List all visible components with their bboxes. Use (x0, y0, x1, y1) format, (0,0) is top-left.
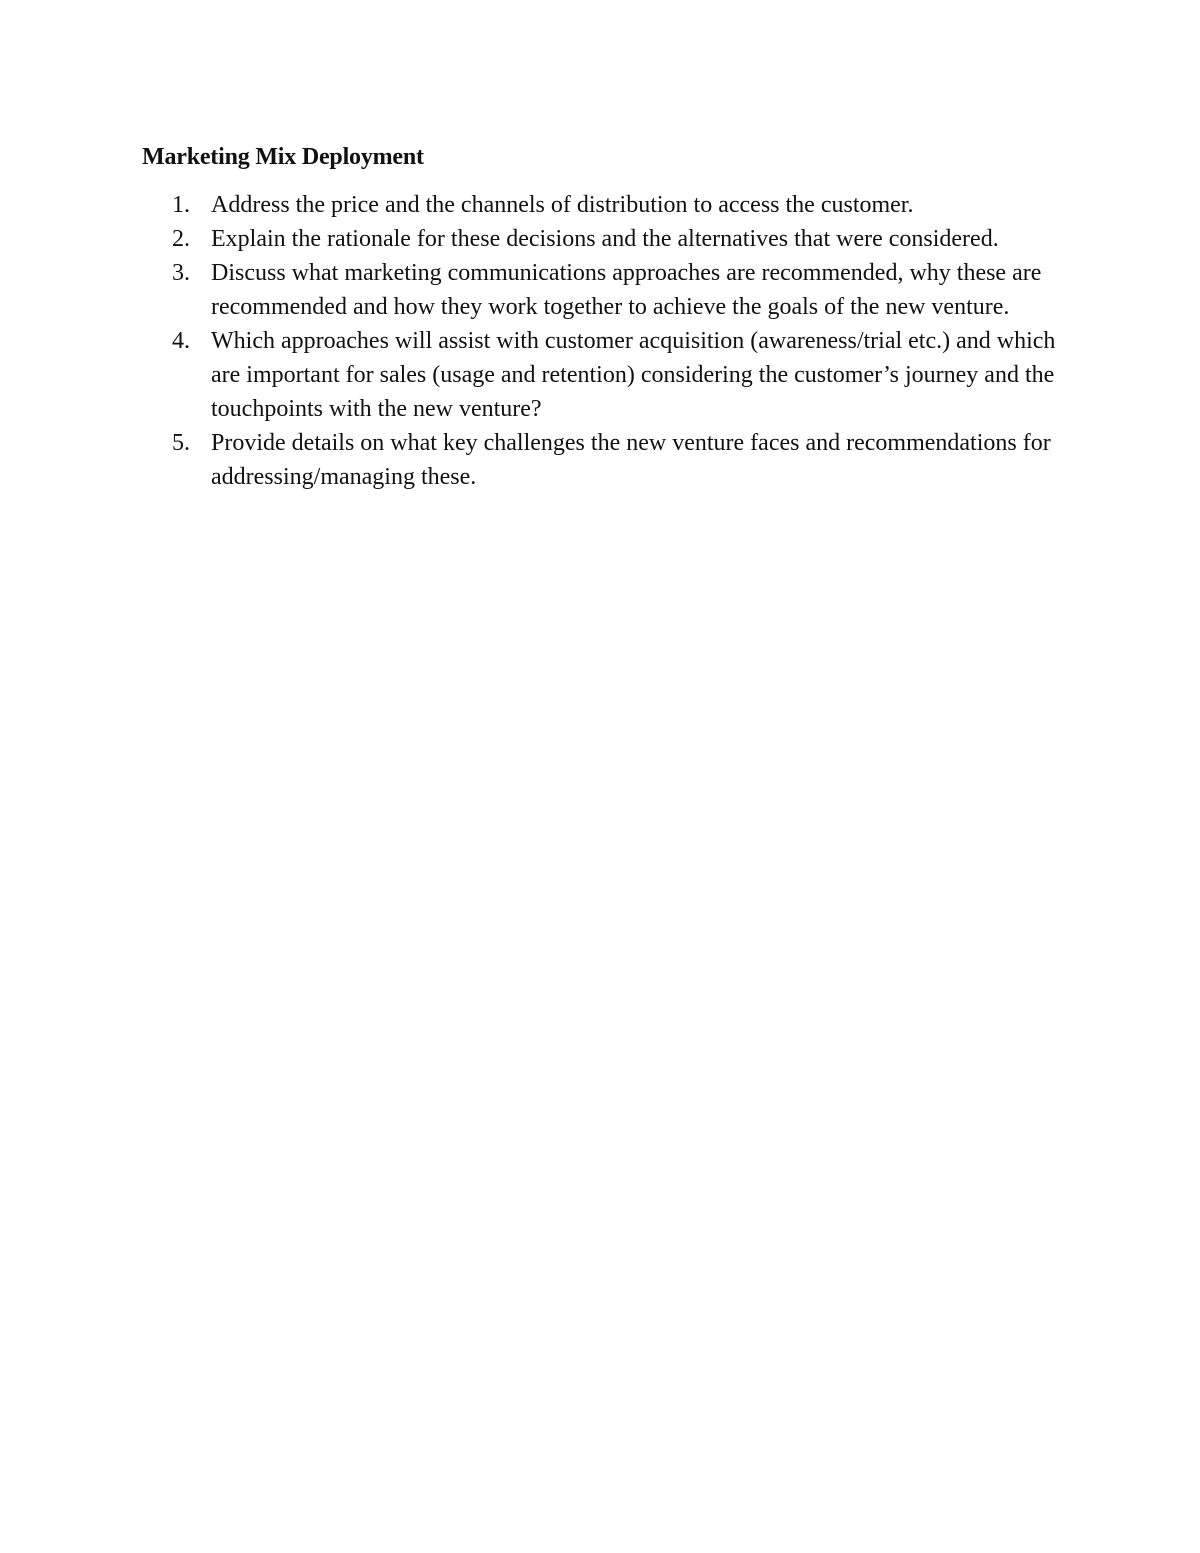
list-item-number: 2. (172, 226, 190, 252)
list-item-text: Which approaches will assist with customer acquisition (awareness/trial etc.) and which are important for sales (usage and retention) considering the customer’s journey and the touchpoints with the new venture? (211, 328, 1056, 422)
document-title: Marketing Mix Deployment (142, 144, 424, 170)
document-content (142, 140, 1072, 494)
numbered-list (142, 188, 1072, 494)
list-item (142, 256, 1072, 324)
list-item-text: Provide details on what key challenges the new venture faces and recommendations for addressing/managing these. (211, 430, 1051, 490)
list-item-number: 1. (172, 192, 190, 218)
list-item-number: 4. (172, 328, 190, 354)
list-item (142, 426, 1072, 494)
list-item-number: 5. (172, 430, 190, 456)
list-item-text: Address the price and the channels of distribution to access the customer. (211, 192, 914, 218)
list-item-text: Explain the rationale for these decisions and the alternatives that were considered. (211, 226, 999, 252)
list-item (142, 188, 1072, 222)
list-item-text: Discuss what marketing communications approaches are recommended, why these are recommended and how they work together to achieve the goals of the new venture. (211, 260, 1042, 320)
list-item-number: 3. (172, 260, 190, 286)
list-item (142, 222, 1072, 256)
list-item (142, 324, 1072, 426)
